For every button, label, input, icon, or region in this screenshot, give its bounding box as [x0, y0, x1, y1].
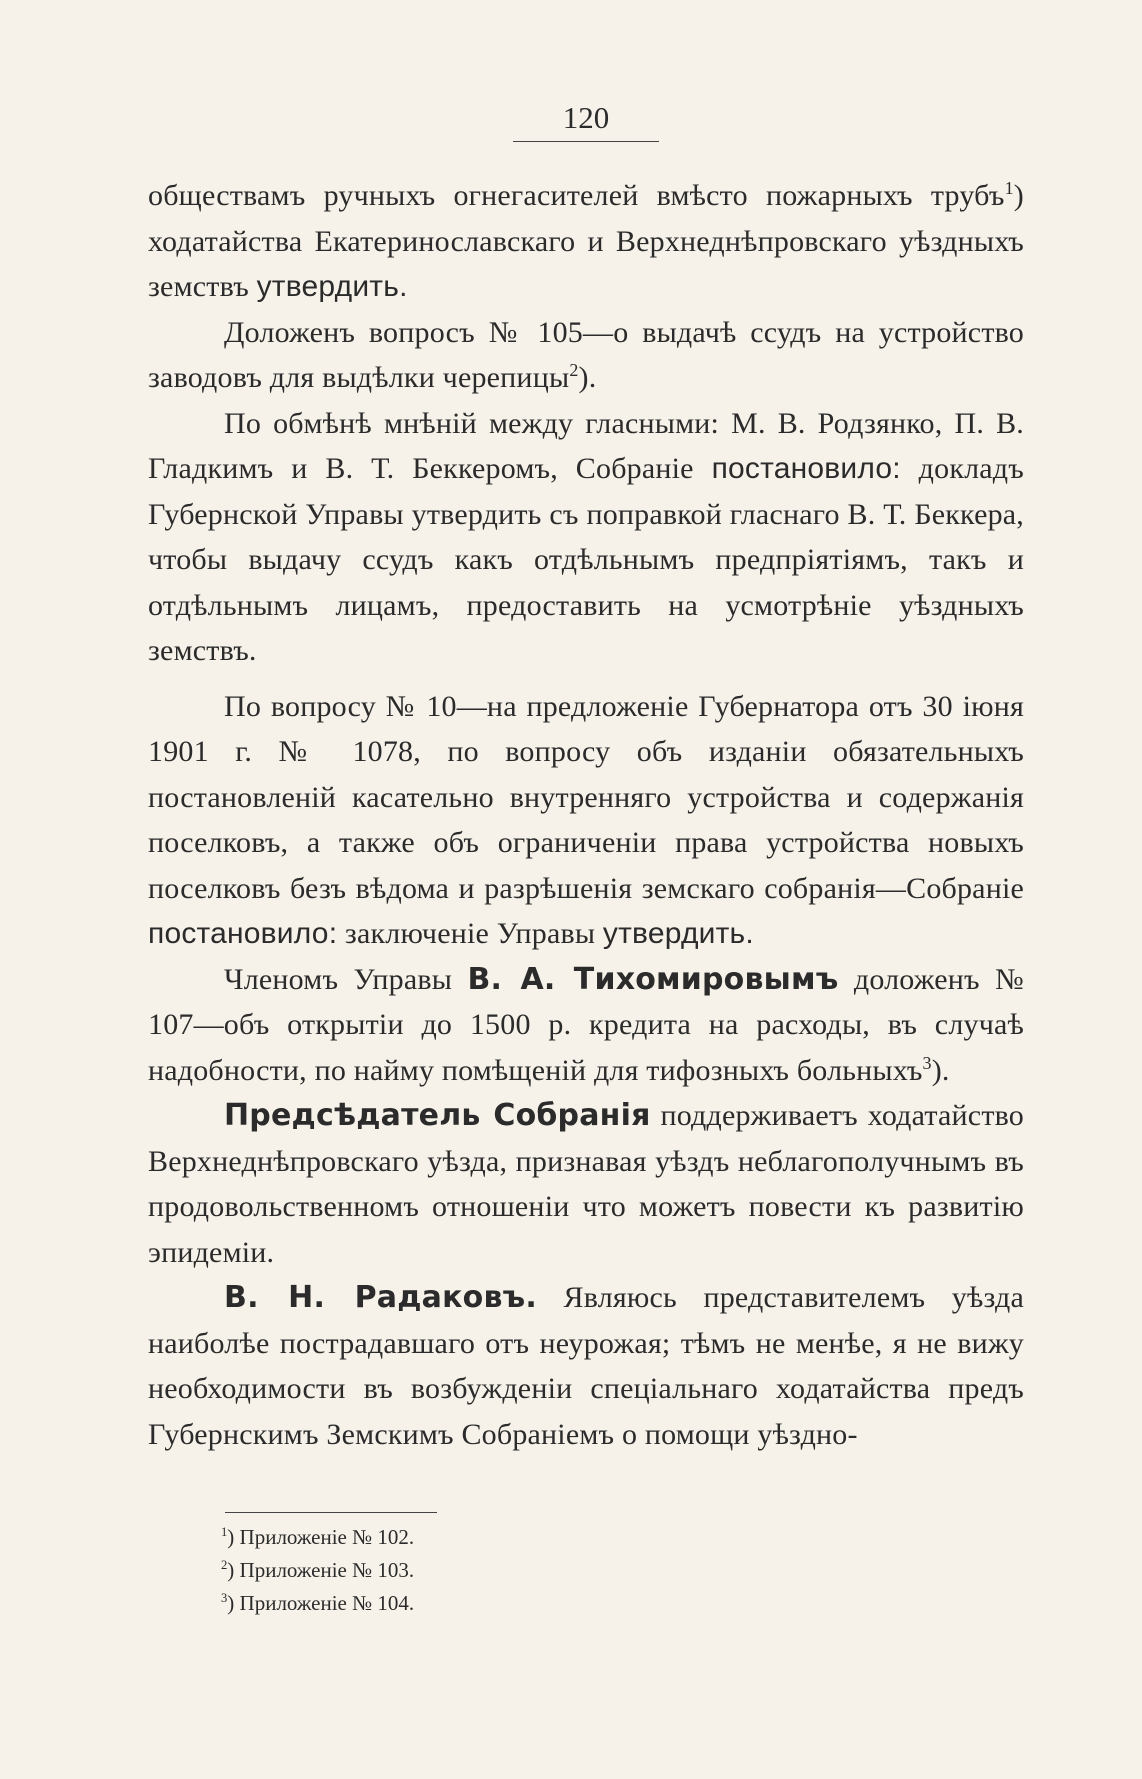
paragraph-7: В. Н. Радаковъ. Являюсь представителемъ уѣзда наиболѣе пострадавшаго отъ неурожая; тѣмъ не менѣе, я не вижу необходимости въ возбужденіи спеціальнаго ходатайства предъ Губернскимъ Земскимъ Собраніемъ о помощи уѣздно- [148, 1280, 1024, 1451]
footnote-ref: 1 [1004, 178, 1014, 198]
speaker-name: Предсѣдатель Собранія [224, 1098, 651, 1133]
footnote-2: $^2$) Приложеніе № 103. [221, 1558, 415, 1582]
footnote-1: $^1$) Приложеніе № 102. [221, 1525, 415, 1549]
paragraph-1: обществамъ ручныхъ огнегасителей вмѣсто пожарныхъ трубъ$^1$) ходатайства Екатеринославскаго и Верхнеднѣпровскаго уѣздныхъ земствъ утвердить. [148, 178, 1024, 303]
footnote-3: $^3$) Приложеніе № 104. [221, 1591, 415, 1615]
main-text [148, 173, 1024, 1457]
emphasis: утвердить. [256, 270, 408, 303]
emphasis: постановило: [711, 452, 901, 485]
paragraph-4: По вопросу № 10—на предложеніе Губернатора отъ 30 іюня 1901 г. № 1078, по вопросу объ изданіи обязательныхъ постановленій касательно внутренняго устройства и содержанія поселковъ, а также объ ограниченіи права устройства новыхъ поселковъ безъ вѣдома и разрѣшенія земскаго собранія—Собраніе постановило: заключеніе Управы утвердить. [148, 689, 1024, 950]
paragraph-5: Членомъ Управы В. А. Тихомировымъ доложенъ № 107—объ открытіи до 1500 р. кредита на расходы, въ случаѣ надобности, по найму помѣщеній для тифозныхъ больныхъ$^3$). [148, 961, 1024, 1087]
emphasis: постановило: [148, 917, 338, 950]
page-number: 120 [562, 100, 610, 135]
footnotes [221, 1521, 821, 1620]
paragraph-2: Доложенъ вопросъ № 105—о выдачѣ ссудъ на устройство заводовъ для выдѣлки черепицы$^2$). [148, 315, 1024, 394]
footnote-ref: 3 [922, 1052, 932, 1073]
footnote-rule [225, 1512, 437, 1513]
paragraph-6: Предсѣдатель Собранія поддерживаетъ ходатайство Верхнеднѣпровскаго уѣзда, признавая уѣздъ неблагополучнымъ въ продовольственномъ отношеніи что можетъ повести къ развитію эпидеміи. [148, 1098, 1024, 1269]
speaker-name: В. А. Тихомировымъ [467, 961, 839, 997]
paragraph-3: По обмѣнѣ мнѣній между гласными: М. В. Родзянко, П. В. Гладкимъ и В. Т. Беккеромъ, Собраніе постановило: докладъ Губернской Управы утвердить съ поправкой гласнаго В. Т. Беккера, чтобы выдачу ссудъ какъ отдѣльнымъ предпріятіямъ, такъ и отдѣльнымъ лицамъ, предоставить на усмотрѣніе уѣздныхъ земствъ. [148, 406, 1024, 667]
speaker-name: В. Н. Радаковъ. [224, 1280, 537, 1315]
emphasis: утвердить. [602, 917, 754, 950]
footnote-ref: 2 [569, 360, 579, 380]
header-rule [513, 141, 659, 142]
